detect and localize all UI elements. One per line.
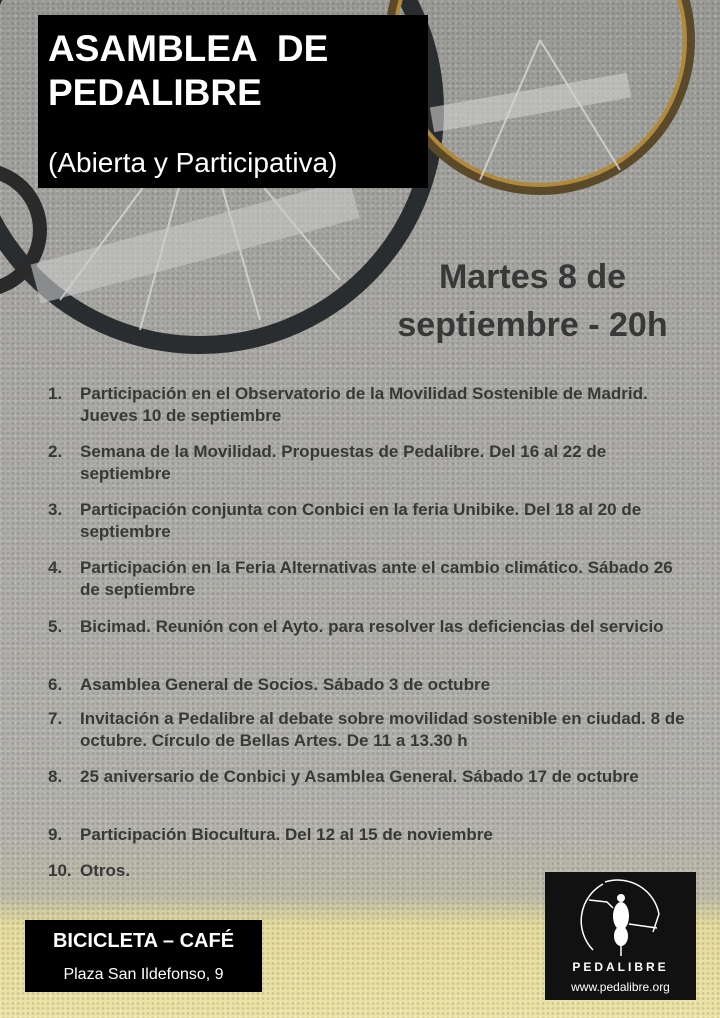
item-text: Invitación a Pedalibre al debate sobre movilidad sostenible en ciudad. 8 de octubre. Círculo de Bellas Artes. De 11 a 13.30 h (80, 709, 685, 750)
item-number: 7. (48, 709, 63, 728)
logo-url[interactable]: www.pedalibre.org (571, 980, 670, 994)
item-number: 10. (48, 861, 72, 880)
item-number: 6. (48, 675, 63, 694)
item-text: Participación en la Feria Alternativas ante el cambio climático. Sábado 26 de septiembre (80, 558, 673, 599)
item-text: Bicimad. Reunión con el Ayto. para resolver las deficiencias del servicio (80, 617, 664, 636)
title-box (38, 15, 428, 188)
item-text: Participación conjunta con Conbici en la feria Unibike. Del 18 al 20 de septiembre (80, 500, 642, 541)
item-number: 4. (48, 558, 63, 577)
item-number: 3. (48, 500, 63, 519)
item-number: 2. (48, 442, 63, 461)
event-title: ASAMBLEA DE PEDALIBRE (48, 28, 329, 113)
cyclist-emblem-icon (545, 872, 696, 962)
event-date-line2: septiembre - 20h (397, 306, 668, 344)
item-number: 8. (48, 767, 63, 786)
item-number: 9. (48, 825, 63, 844)
item-text: Semana de la Movilidad. Propuestas de Pedalibre. Del 16 al 22 de septiembre (80, 442, 607, 483)
item-text: Participación Biocultura. Del 12 al 15 de noviembre (80, 825, 493, 844)
item-text: Participación en el Observatorio de la Movilidad Sostenible de Madrid. Jueves 10 de septiembre (80, 384, 648, 425)
item-text: Otros. (80, 861, 131, 880)
venue-box (25, 920, 262, 992)
venue-address: Plaza San Ildefonso, 9 (63, 966, 224, 983)
pedalibre-logo (545, 872, 696, 1000)
logo-name: PEDALIBRE (572, 960, 669, 974)
item-text: 25 aniversario de Conbici y Asamblea General. Sábado 17 de octubre (80, 767, 639, 786)
item-number: 5. (48, 617, 63, 636)
event-subtitle: (Abierta y Participativa) (48, 147, 338, 178)
item-text: Asamblea General de Socios. Sábado 3 de octubre (80, 675, 491, 694)
item-number: 1. (48, 384, 63, 403)
venue-name: BICICLETA – CAFÉ (52, 930, 235, 952)
event-date-line1: Martes 8 de (438, 258, 627, 296)
